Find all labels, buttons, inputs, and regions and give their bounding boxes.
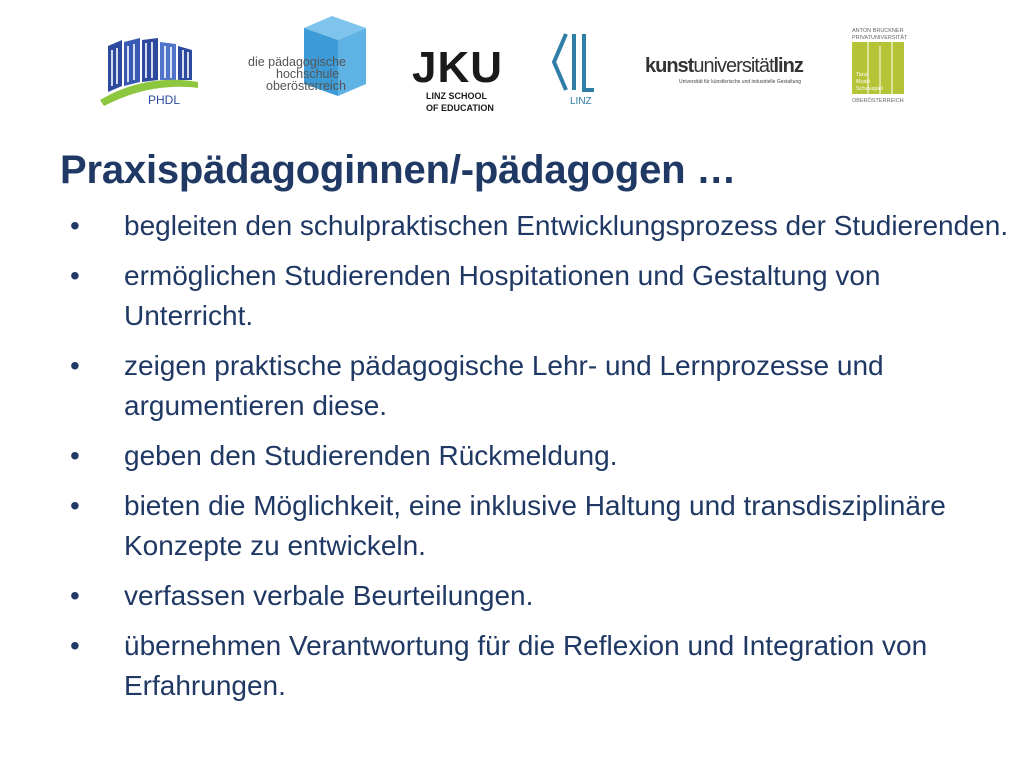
kuh-linz-text: LINZ — [570, 96, 592, 107]
bullet-text: bieten die Möglichkeit, eine inklusive Haltung und transdisziplinäre Konzepte zu entwickeln. — [124, 490, 946, 561]
bruckner-line2: PRIVATUNIVERSITÄT — [852, 35, 908, 41]
bullet-list — [64, 206, 1014, 716]
kuh-linz-logo — [550, 30, 600, 106]
bruckner-line3: OBERÖSTERREICH — [852, 98, 904, 104]
ph-ooe-line3: oberösterreich — [266, 79, 346, 93]
kunstuni-logo — [645, 52, 805, 88]
bullet-item — [64, 576, 1014, 616]
bullet-item — [64, 486, 1014, 566]
bullet-symbol: • — [70, 630, 80, 661]
bruckner-logo — [850, 24, 908, 104]
bullet-symbol: • — [70, 490, 80, 521]
bullet-text: übernehmen Verantwortung für die Reflexion und Integration von Erfahrungen. — [124, 630, 928, 701]
bullet-symbol: • — [70, 440, 80, 471]
ph-ooe-line2: hochschule — [276, 67, 340, 81]
jku-logo-line1: LINZ SCHOOL — [426, 91, 487, 101]
bruckner-line1: ANTON BRUCKNER — [852, 28, 904, 34]
bullet-text: verfassen verbale Beurteilungen. — [124, 580, 534, 611]
bullet-symbol: • — [70, 580, 80, 611]
phdl-logo — [100, 36, 200, 108]
bullet-text: zeigen praktische pädagogische Lehr- und Lernprozesse und argumentieren diese. — [124, 350, 884, 421]
jku-logo — [410, 42, 506, 116]
kunstuni-name-b: universität — [693, 55, 774, 77]
bullet-text: geben den Studierenden Rückmeldung. — [124, 440, 618, 471]
jku-logo-line2: OF EDUCATION — [426, 103, 494, 113]
slide-title: Praxispädagoginnen/-pädagogen … — [60, 148, 737, 192]
bullet-text: begleiten den schulpraktischen Entwicklungsprozess der Studierenden. — [124, 210, 1009, 241]
bullet-item — [64, 346, 1014, 426]
bullet-symbol: • — [70, 260, 80, 291]
bullet-text: ermöglichen Studierenden Hospitationen und Gestaltung von Unterricht. — [124, 260, 881, 331]
jku-logo-mark: JKU — [412, 43, 504, 92]
bullet-item — [64, 626, 1014, 706]
ph-ooe-logo — [246, 14, 370, 100]
bullet-item — [64, 436, 1014, 476]
bullet-item — [64, 206, 1014, 246]
bruckner-box-3: Schauspiel — [856, 86, 883, 92]
bruckner-box-1: Tanz — [856, 72, 868, 78]
bullet-symbol: • — [70, 210, 80, 241]
bullet-item — [64, 256, 1014, 336]
kunstuni-tagline: Universität für künstlerische und industrielle Gestaltung — [679, 79, 802, 85]
svg-text:kunstuniversitätlinz — [645, 55, 804, 77]
bruckner-box-2: Musik — [856, 79, 871, 85]
bullet-symbol: • — [70, 350, 80, 381]
kunstuni-name-a: kunst — [645, 55, 694, 77]
ph-ooe-line1: die pädagogische — [248, 55, 346, 69]
kunstuni-name-c: linz — [773, 55, 803, 77]
phdl-logo-text: PHDL — [148, 93, 181, 107]
